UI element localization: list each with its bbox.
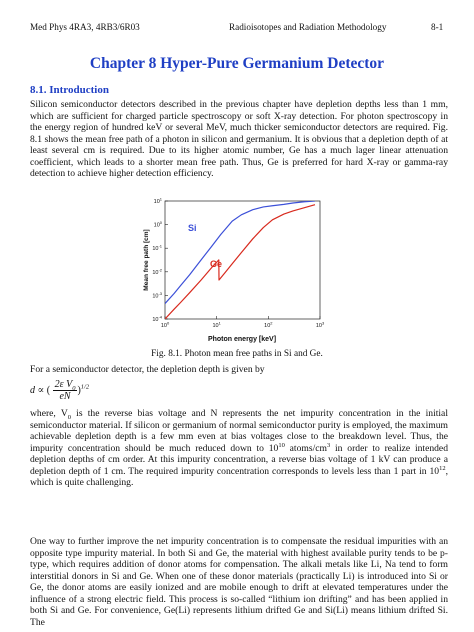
- y-tick-label: $10^1$: [153, 196, 162, 205]
- y-axis-label: Mean free path [cm]: [143, 229, 150, 291]
- series-line-ge: [165, 205, 315, 319]
- series-label-ge: Ge: [210, 259, 223, 269]
- x-tick-label: $10^0$: [160, 320, 170, 329]
- plot-frame: [165, 201, 320, 319]
- where-text-2: is the reverse bias voltage and N represents the net impurity concentration in the initial semiconductor material. If silicon or germanium of normal semiconductor purity is employed, the maximum achievable depletion depth is a few mm even at bias voltages close to the breakdown level. Thus, the impurity concentration should be much reduced down to 10: [30, 408, 448, 454]
- x-tick-label: $10^3$: [315, 320, 325, 329]
- where-superscript-1: 10: [278, 441, 285, 449]
- compensation-paragraph: One way to further improve the net impurity concentration is to compensate the residual impurities with an opposite type impurity material. In both Si and Ge, the material with highest available purity tends to be p-type, which requires addition of donor atoms for compensation. The alkali metals like Li, Na tend to form interstitial donors in Si and Ge. When one of these donor materials (practically Li) is introduced into Si or Ge, the donor atoms are easily ionized and are mobile enough to drift at elevated temperatures under the influence of a strong electric field. This process is so-called “lithium ion drifting” and has been applied in both Si and Ge. For convenience, Ge(Li) represents lithium drifted Ge and Si(Li) means lithium drifted Si. The: [30, 536, 448, 628]
- formula-d: d: [30, 384, 35, 396]
- y-tick-label: $10^{-1}$: [152, 243, 162, 253]
- formula-exponent: 1/2: [80, 383, 90, 391]
- where-superscript-2: 3: [326, 441, 331, 449]
- header-left: Med Phys 4RA3, 4RB3/6R03: [30, 22, 140, 32]
- formula-numerator-subscript: 0: [72, 385, 76, 392]
- series-line-si: [165, 201, 315, 304]
- section-title: 8.1. Introduction: [30, 84, 109, 96]
- where-subscript-1: 0: [67, 413, 72, 421]
- where-superscript-3: 12: [439, 464, 446, 472]
- x-axis-label: Photon energy [keV]: [207, 336, 277, 343]
- where-text-4: in order to realize intended depletion depths of cm order. At this impurity concentration, a reverse bias voltage of 1 kV can produce a depletion depth of 1 cm. The required impurity concentration corresponds to levels less than 1 part in 10: [30, 442, 448, 477]
- where-text-5: , which is quite challenging.: [30, 465, 448, 489]
- header-page-number: 8-1: [431, 22, 444, 32]
- where-paragraph: [30, 408, 448, 489]
- where-text-1: where, V: [30, 408, 68, 419]
- y-tick-label: $10^0$: [153, 220, 162, 229]
- y-tick-label: $10^{-2}$: [152, 267, 162, 276]
- where-text-3: atoms/cm: [284, 442, 327, 454]
- formula-numerator: 2ε V: [54, 379, 73, 390]
- x-tick-label: $10^2$: [264, 320, 273, 329]
- header-center: Radioisotopes and Radiation Methodology: [229, 22, 387, 32]
- y-tick-label: $10^{-4}$: [152, 314, 162, 323]
- depletion-depth-formula: d ∝ ( $\frac{2\varepsilon V_0}{eN}$ )$^{1/2}$: [30, 379, 90, 402]
- x-tick-label: $10^1$: [212, 320, 221, 329]
- intro-paragraph: Silicon semiconductor detectors described in the previous chapter have depletion depths less than 1 mm, which are sufficient for charged particle spectroscopy or soft X-ray detection. For photon spectroscopy in the energy region of hundred keV or several MeV, much thicker semiconductor detectors are required. Fig. 8.1 shows the mean free path of a photon in silicon and germanium. It is obvious that a depletion depth of at least several cm is required. Due to its higher atomic number, Ge has a much lager linear attenuation coefficient, which leads to a shorter mean free path. Thus, Ge is preferred for hard X-ray or gamma-ray detection to achieve higher detection efficiency.: [30, 99, 448, 180]
- y-tick-label: $10^{-3}$: [152, 290, 162, 300]
- mean-free-path-chart: [140, 196, 340, 344]
- chapter-title: Chapter 8 Hyper-Pure Germanium Detector: [89, 55, 385, 72]
- formula-proportional: ∝: [37, 384, 45, 396]
- depletion-intro-paragraph: For a semiconductor detector, the depletion depth is given by: [30, 364, 265, 375]
- formula-denominator: eN: [59, 391, 71, 402]
- series-label-si: Si: [188, 223, 197, 233]
- figure-caption: Fig. 8.1. Photon mean free paths in Si and Ge.: [151, 349, 323, 359]
